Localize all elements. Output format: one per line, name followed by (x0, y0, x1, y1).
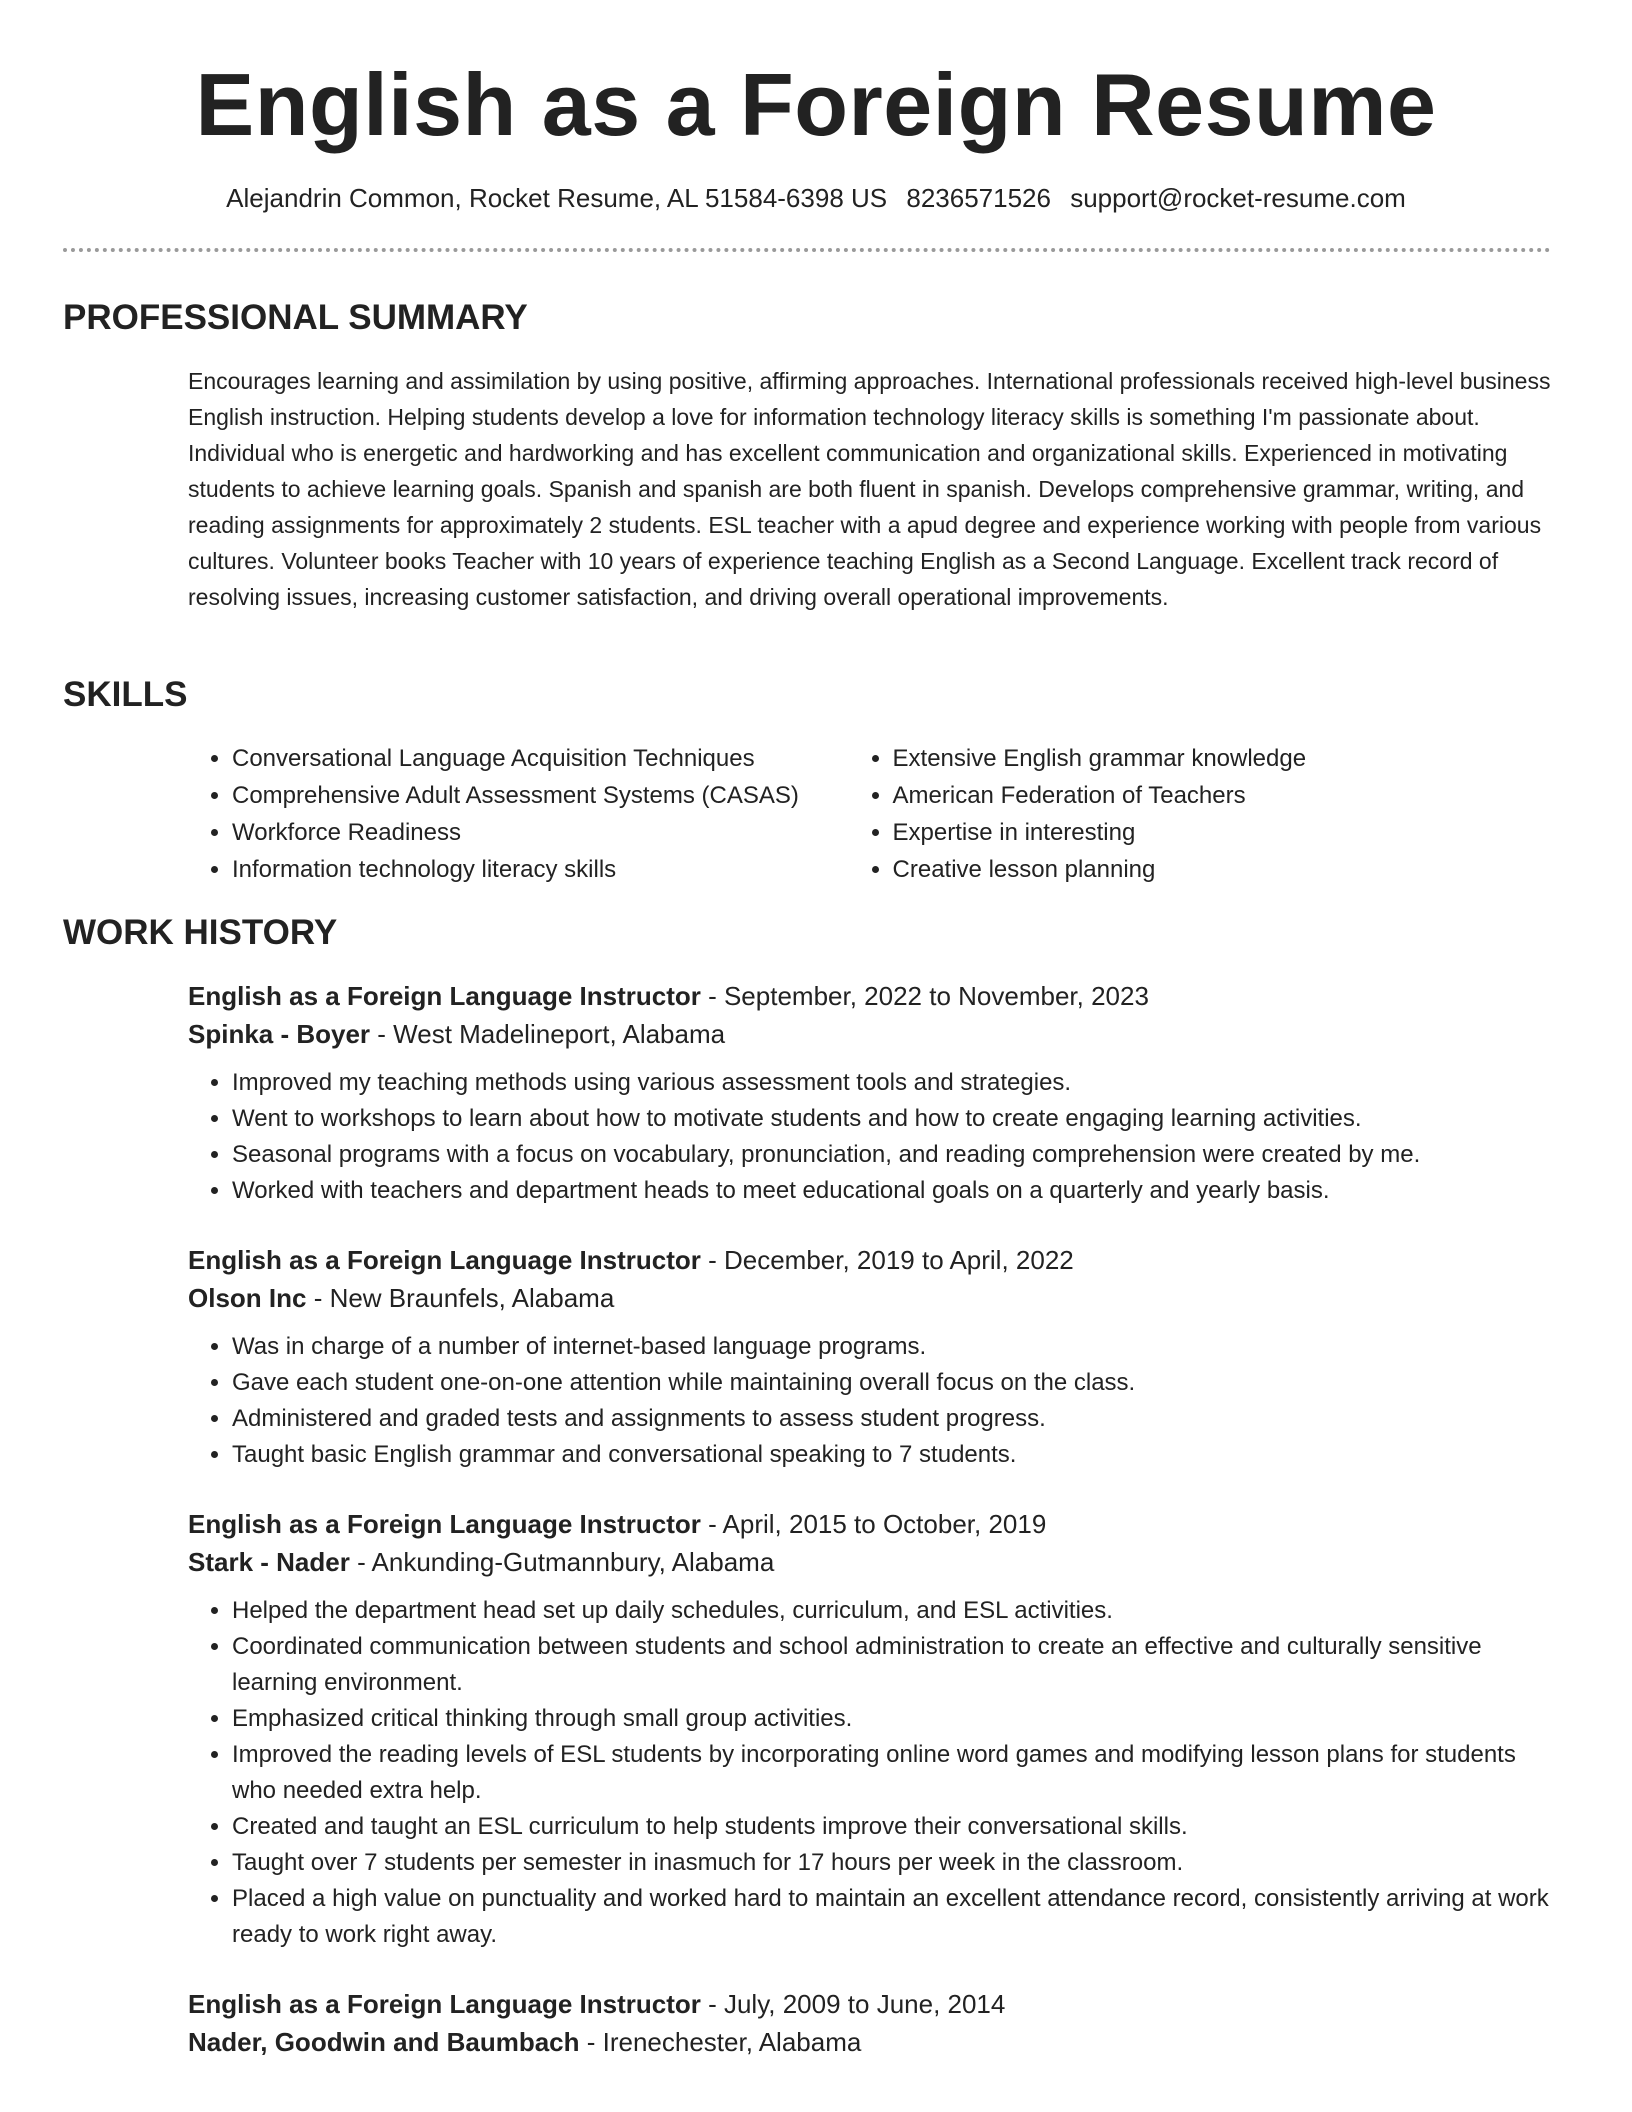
work-history-heading: WORK HISTORY (63, 913, 338, 952)
job-title: English as a Foreign Language Instructor (188, 1245, 701, 1275)
skills-heading: SKILLS (63, 675, 188, 714)
skill-item: • Information technology literacy skills (232, 851, 849, 888)
job-bullet: • Taught over 7 students per semester in inasmuch for 17 hours per week in the classroom. (232, 1845, 1558, 1881)
job-dates: - July, 2009 to June, 2014 (700, 1989, 1006, 2019)
job-company: Nader, Goodwin and Baumbach (188, 2027, 580, 2057)
summary-text: Encourages learning and assimilation by using positive, affirming approaches. International professionals received high-level business English instruction. Helping students develop a love for information technology literacy skills is something I'm passionate about. Individual who is energetic and hardworking and has excellent communication and organizational skills. Experienced in motivating students to achieve learning goals. Spanish and spanish are both fluent in spanish. Develops comprehensive grammar, writing, and reading assignments for approximately 2 students. ESL teacher with a apud degree and experience working with people from various cultures. Volunteer books Teacher with 10 years of experience teaching English as a Second Language. Excellent track record of resolving issues, increasing customer satisfaction, and driving overall operational improvements. (188, 368, 1551, 610)
job-title-line (188, 1985, 1558, 2023)
job-company-line (188, 1543, 1558, 1581)
job-company: Stark - Nader (188, 1547, 350, 1577)
job-company-line (188, 1015, 1558, 1053)
job-entry (188, 1985, 1558, 2061)
job-location: - West Madelineport, Alabama (370, 1019, 726, 1049)
job-bullet: • Helped the department head set up daily schedules, curriculum, and ESL activities. (232, 1593, 1558, 1629)
job-bullet: • Gave each student one-on-one attention while maintaining overall focus on the class. (232, 1365, 1558, 1401)
job-bullets (188, 1593, 1558, 1953)
job-company-line (188, 2023, 1558, 2061)
job-location: - Ankunding-Gutmannbury, Alabama (349, 1547, 775, 1577)
job-title: English as a Foreign Language Instructor (188, 981, 701, 1011)
job-company-line (188, 1279, 1558, 1317)
job-title: English as a Foreign Language Instructor (188, 1509, 701, 1539)
skill-item: • Creative lesson planning (893, 851, 1558, 888)
job-bullet: • Improved the reading levels of ESL students by incorporating online word games and modifying lesson plans for students who needed extra help. (232, 1737, 1558, 1809)
job-title-line (188, 1241, 1558, 1279)
job-dates: - April, 2015 to October, 2019 (700, 1509, 1047, 1539)
resume-title: English as a Foreign Resume (195, 55, 1437, 154)
job-entry (188, 1505, 1558, 1953)
skills-column-right (849, 740, 1558, 888)
contact-phone: 8236571526 (906, 183, 1051, 213)
job-company: Spinka - Boyer (188, 1019, 371, 1049)
job-bullet: • Created and taught an ESL curriculum to help students improve their conversational skills. (232, 1809, 1558, 1845)
job-location: - New Braunfels, Alabama (306, 1283, 615, 1313)
job-bullets (188, 1329, 1558, 1473)
contact-line (0, 178, 1632, 218)
job-bullets (188, 1065, 1558, 1209)
job-company: Olson Inc (188, 1283, 307, 1313)
job-bullet: • Went to workshops to learn about how to motivate students and how to create engaging learning activities. (232, 1101, 1558, 1137)
job-bullet: • Administered and graded tests and assignments to assess student progress. (232, 1401, 1558, 1437)
header-divider (63, 248, 1551, 252)
job-bullet: • Emphasized critical thinking through small group activities. (232, 1701, 1558, 1737)
work-history-list (188, 977, 1558, 2093)
job-dates: - September, 2022 to November, 2023 (700, 981, 1149, 1011)
job-title-line (188, 1505, 1558, 1543)
job-bullet: • Coordinated communication between students and school administration to create an effective and culturally sensitive learning environment. (232, 1629, 1558, 1701)
job-title: English as a Foreign Language Instructor (188, 1989, 701, 2019)
summary-heading: PROFESSIONAL SUMMARY (63, 298, 528, 337)
skills-column-left (188, 740, 849, 888)
skill-item: • Workforce Readiness (232, 814, 849, 851)
job-bullet: • Taught basic English grammar and conversational speaking to 7 students. (232, 1437, 1558, 1473)
job-title-line (188, 977, 1558, 1015)
job-entry (188, 1241, 1558, 1473)
job-bullet: • Improved my teaching methods using various assessment tools and strategies. (232, 1065, 1558, 1101)
job-location: - Irenechester, Alabama (579, 2027, 862, 2057)
job-bullet: • Was in charge of a number of internet-based language programs. (232, 1329, 1558, 1365)
job-entry (188, 977, 1558, 1209)
job-bullet: • Seasonal programs with a focus on vocabulary, pronunciation, and reading comprehension were created by me. (232, 1137, 1558, 1173)
skills-list (188, 740, 1558, 888)
job-dates: - December, 2019 to April, 2022 (700, 1245, 1074, 1275)
skill-item: • Comprehensive Adult Assessment Systems (CASAS) (232, 777, 849, 814)
contact-address: Alejandrin Common, Rocket Resume, AL 51584-6398 US (226, 183, 888, 213)
skill-item: • Extensive English grammar knowledge (893, 740, 1558, 777)
skill-item: • Expertise in interesting (893, 814, 1558, 851)
contact-email: support@rocket-resume.com (1070, 183, 1406, 213)
job-bullet: • Worked with teachers and department heads to meet educational goals on a quarterly and yearly basis. (232, 1173, 1558, 1209)
skill-item: • Conversational Language Acquisition Techniques (232, 740, 849, 777)
job-bullet: • Placed a high value on punctuality and worked hard to maintain an excellent attendance record, consistently arriving at work ready to work right away. (232, 1881, 1558, 1953)
skill-item: • American Federation of Teachers (893, 777, 1558, 814)
